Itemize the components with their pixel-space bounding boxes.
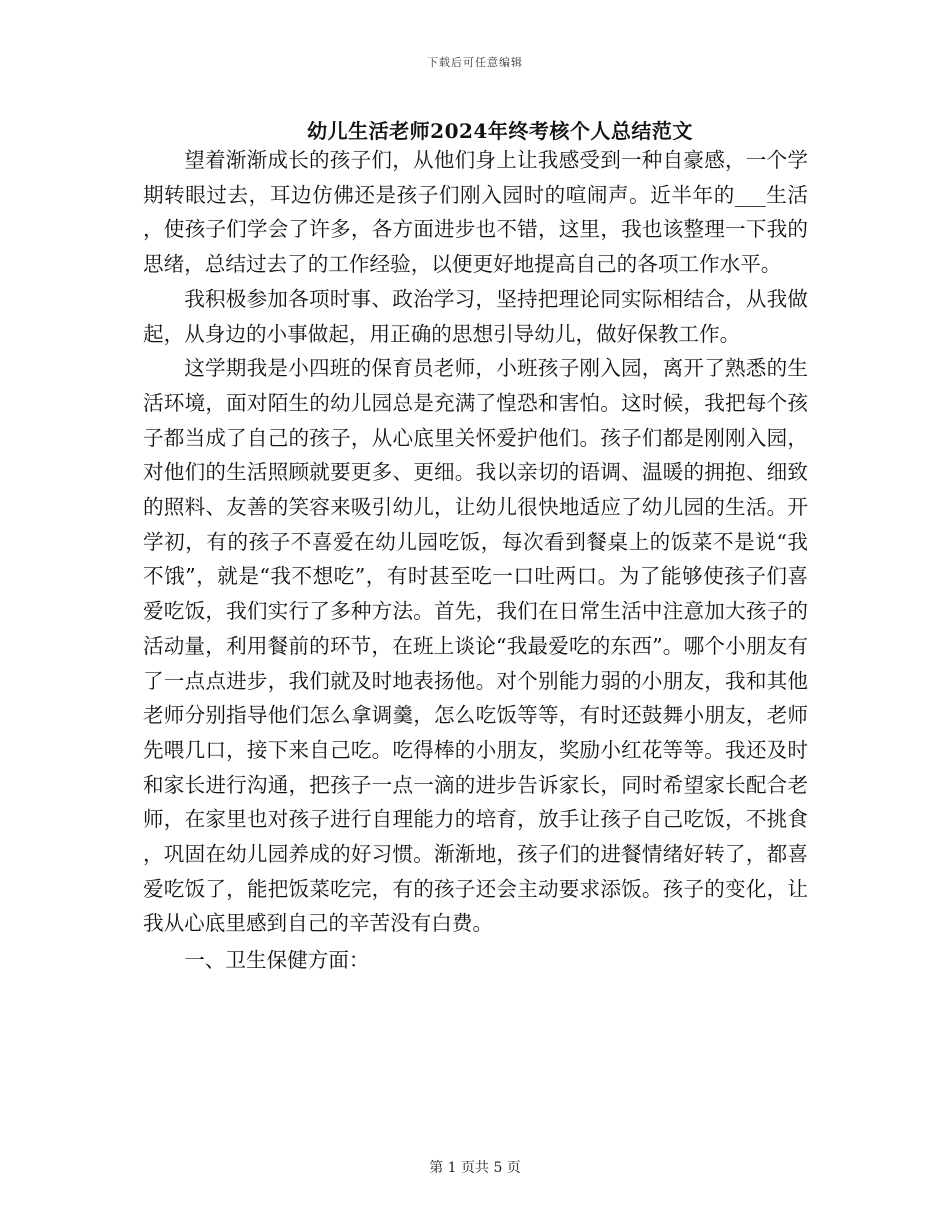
- paragraph-study: 我积极参加各项时事、政治学习，坚持把理论同实际相结合，从我做起，从身边的小事做起，用正确的思想引导幼儿，做好保教工作。: [143, 286, 808, 346]
- page-header-note: 下载后可任意编辑: [427, 56, 523, 69]
- document-title: 幼儿生活老师2024年终考核个人总结范文: [307, 119, 693, 143]
- paragraph-care: 这学期我是小四班的保育员老师，小班孩子刚入园，离开了熟悉的生活环境，面对陌生的幼儿园总是充满了惶恐和害怕。这时候，我把每个孩子都当成了自己的孩子，从心底里关怀爱护他们。孩子们都是刚刚入园，对他们的生活照顾就要更多、更细。我以亲切的语调、温暖的拥抱、细致的照料、友善的笑容来吸引幼儿，让幼儿很快地适应了幼儿园的生活。开学初，有的孩子不喜爱在幼儿园吃饭，每次看到餐桌上的饭菜不是说“我不饿”，就是“我不想吃”，有时甚至吃一口吐两口。为了能够使孩子们喜爱吃饭，我们实行了多种方法。首先，我们在日常生活中注意加大孩子的活动量，利用餐前的环节，在班上谈论“我最爱吃的东西”。哪个小朋友有了一点点进步，我们就及时地表扬他。对个别能力弱的小朋友，我和其他老师分别指导他们怎么拿调羹，怎么吃饭等等，有时还鼓舞小朋友，老师先喂几口，接下来自己吃。吃得棒的小朋友，奖励小红花等等。我还及时和家长进行沟通，把孩子一点一滴的进步告诉家长，同时希望家长配合老师，在家里也对孩子进行自理能力的培育，放手让孩子自己吃饭，不挑食，巩固在幼儿园养成的好习惯。渐渐地，孩子们的进餐情绪好转了，都喜爱吃饭了，能把饭菜吃完，有的孩子还会主动要求添饭。孩子的变化，让我从心底里感到自己的辛苦没有白费。: [143, 356, 808, 936]
- document-body: [143, 143, 808, 978]
- section-heading-hygiene: 一、卫生保健方面：: [184, 948, 370, 973]
- page-number: 第 1 页共 5 页: [429, 1160, 521, 1176]
- paragraph-intro: 望着渐渐成长的孩子们，从他们身上让我感受到一种自豪感，一个学期转眼过去，耳边仿佛还是孩子们刚入园时的喧闹声。近半年的___生活，使孩子们学会了许多，各方面进步也不错，这里，我也该整理一下我的思绪，总结过去了的工作经验，以便更好地提高自己的各项工作水平。: [143, 148, 808, 277]
